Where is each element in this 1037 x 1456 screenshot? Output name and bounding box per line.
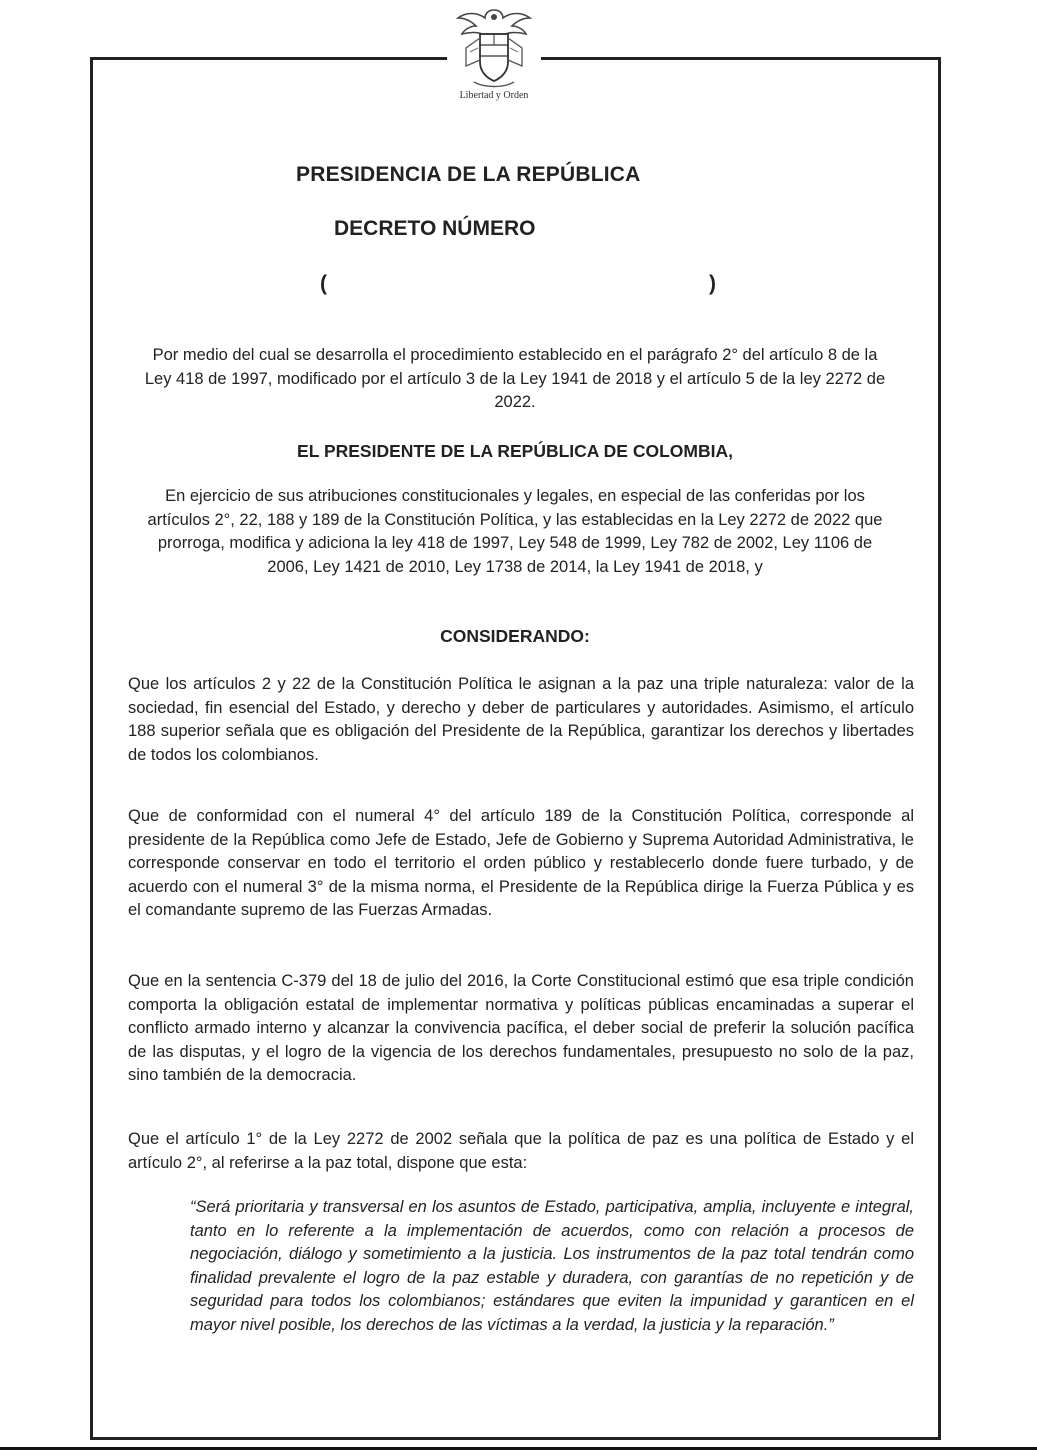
institution-heading: PRESIDENCIA DE LA REPÚBLICA (296, 163, 641, 186)
decree-number-close-paren: ) (709, 272, 716, 295)
considerando-heading: CONSIDERANDO: (440, 626, 590, 646)
decree-number-open-paren: ( (320, 272, 327, 295)
law-quote: “Será prioritaria y transversal en los asuntos de Estado, participativa, amplia, incluyente e integral, tanto en lo referente a la implementación de acuerdos, como con relación a procesos de negociación, diálogo y sometimiento a la justicia. Los instrumentos de la paz total tendrán como finalidad prevalente el logro de la paz estable y duradera, con garantías de no repetición y de seguridad para todos los colombianos; estándares que eviten la impunidad y garanticen en el mayor nivel posible, los derechos de las víctimas a la verdad, la justicia y la reparación.” (190, 1198, 914, 1334)
colombia-coat-of-arms-icon (452, 4, 536, 90)
decree-summary: Por medio del cual se desarrolla el procedimiento establecido en el parágrafo 2° del artículo 8 de la Ley 418 de 1997, modificado por el artículo 3 de la Ley 1941 de 2018 y el artículo 5 de la ley 2272 de 2022. (144, 346, 886, 411)
considerando-paragraph: Que en la sentencia C-379 del 18 de julio del 2016, la Corte Constitucional estimó que esa triple condición comporta la obligación estatal de implementar normativa y políticas públicas encaminadas a superar el conflicto armado interno y alcanzar la convivencia pacífica, el deber social de preferir la solución pacífica de las disputas, y el logro de la vigencia de los derechos fundamentales, presupuesto no solo de la paz, sino también de la democracia. (128, 972, 914, 1084)
coat-of-arms (447, 4, 541, 108)
considerando-paragraph: Que los artículos 2 y 22 de la Constitución Política le asignan a la paz una triple naturaleza: valor de la sociedad, fin esencial del Estado, y derecho y deber de particulares y autoridades. Asimismo, el artículo 188 superior señala que es obligación del Presidente de la República, garantizar los derechos y libertades de todos los colombianos. (128, 675, 914, 764)
decree-number-label: DECRETO NÚMERO (334, 217, 536, 240)
considerando-paragraph: Que de conformidad con el numeral 4° del artículo 189 de la Constitución Política, corresponde al presidente de la República como Jefe de Estado, Jefe de Gobierno y Suprema Autoridad Administrativa, le corresponde conservar en todo el territorio el orden público y restablecerlo donde fuere turbado, y de acuerdo con el numeral 3° de la misma norma, el Presidente de la República dirige la Fuerza Pública y es el comandante supremo de las Fuerzas Armadas. (128, 807, 914, 919)
seal-motto: Libertad y Orden (459, 90, 529, 101)
powers-paragraph: En ejercicio de sus atribuciones constitucionales y legales, en especial de las conferidas por los artículos 2°, 22, 188 y 189 de la Constitución Política, y las establecidas en la Ley 2272 de 2022 que prorroga, modifica y adiciona la ley 418 de 1997, Ley 548 de 1999, Ley 782 de 2002, Ley 1106 de 2006, Ley 1421 de 2010, Ley 1738 de 2014, la Ley 1941 de 2018, y (147, 487, 883, 576)
considerando-paragraph: Que el artículo 1° de la Ley 2272 de 2002 señala que la política de paz es una política de Estado y el artículo 2°, al referirse a la paz total, dispone que esta: (128, 1130, 914, 1172)
bottom-rule (0, 1447, 1037, 1450)
president-heading: EL PRESIDENTE DE LA REPÚBLICA DE COLOMBIA, (297, 441, 733, 461)
